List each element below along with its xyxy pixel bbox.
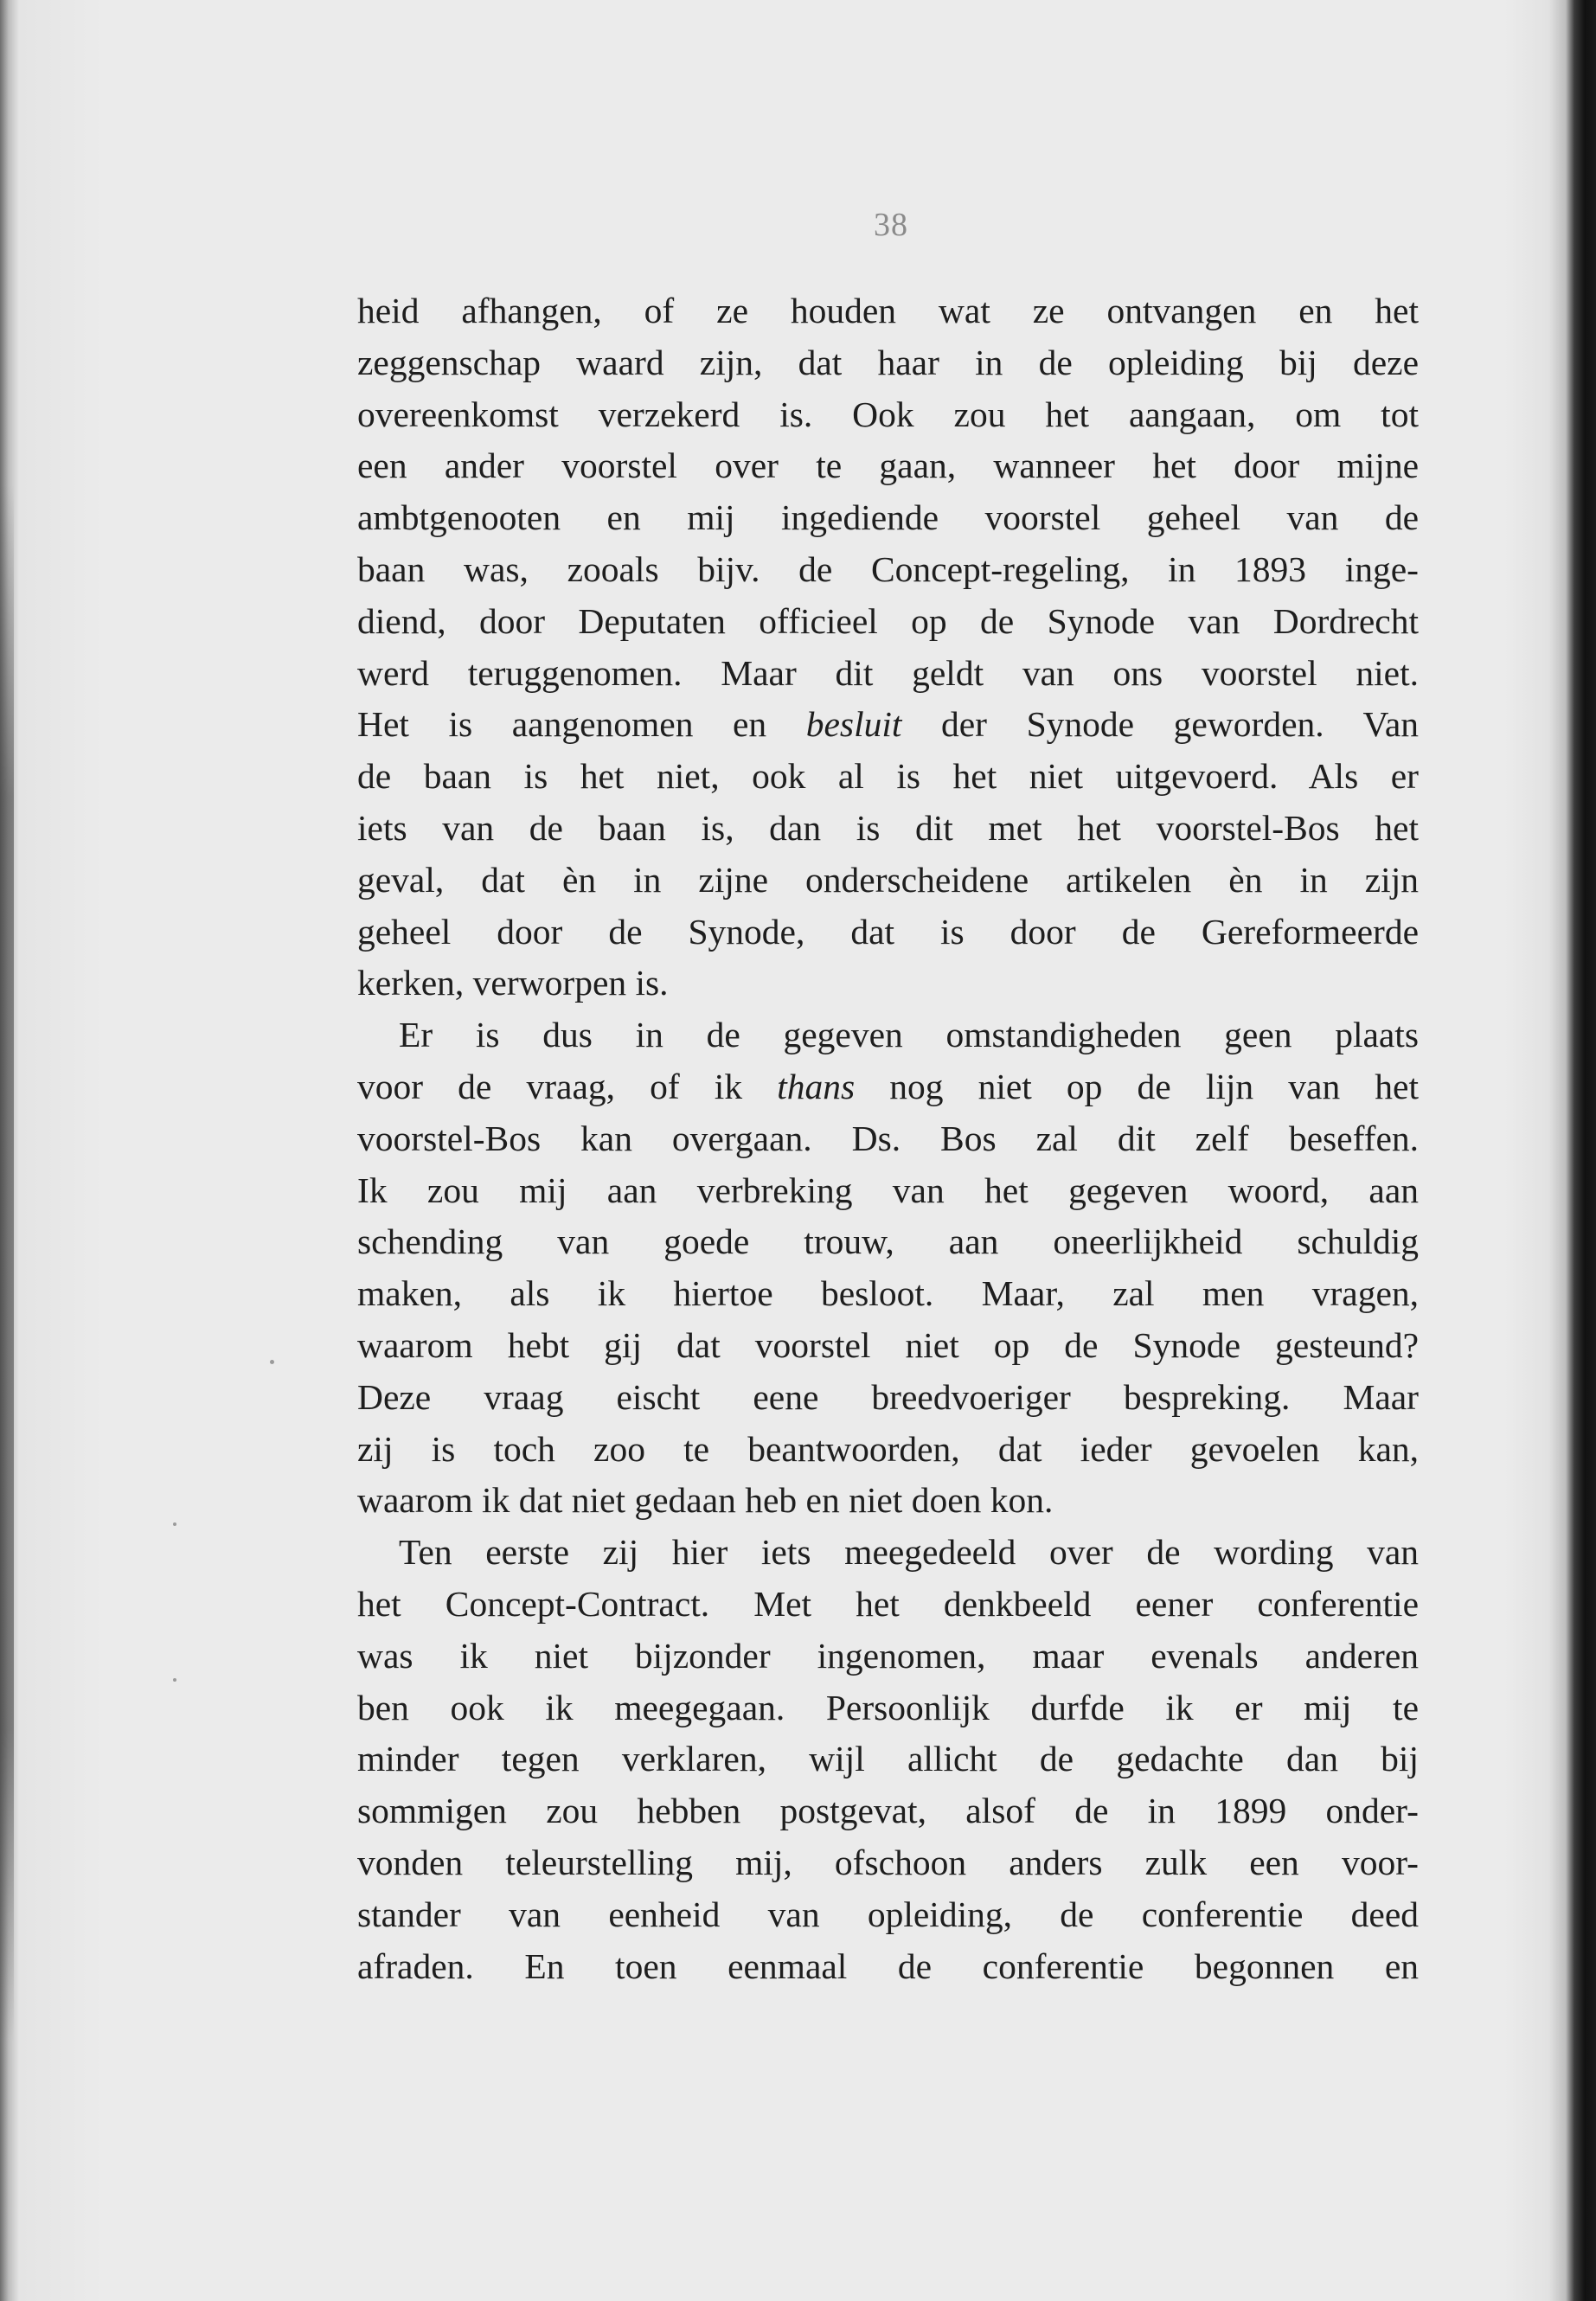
text-line xyxy=(357,855,1419,907)
text-line xyxy=(357,544,1419,596)
text-segment: der Synode geworden. Van xyxy=(901,704,1419,745)
paper-speck xyxy=(173,1678,176,1682)
text-segment: het Concept-Contract. Met het denkbeeld eener conferentie xyxy=(357,1583,1419,1624)
text-segment: schending van goede trouw, aan oneerlijkheid schuldig xyxy=(357,1221,1419,1262)
text-line xyxy=(357,337,1419,389)
text-segment: maken, als ik hiertoe besloot. Maar, zal men vragen, xyxy=(357,1273,1419,1314)
text-line xyxy=(357,1682,1419,1734)
text-segment: nog niet op de lijn van het xyxy=(855,1066,1420,1106)
italic-word: besluit xyxy=(805,704,902,745)
text-segment: Er is dus in de gegeven omstandigheden geen plaats xyxy=(399,1015,1419,1055)
text-line xyxy=(357,1372,1419,1424)
text-line xyxy=(357,751,1419,803)
text-segment: sommigen zou hebben postgevat, alsof de in 1899 onder- xyxy=(357,1791,1419,1831)
text-segment: Ten eerste zij hier iets meegedeeld over de wording van xyxy=(399,1532,1419,1573)
paragraph xyxy=(357,1527,1419,1992)
text-segment: afraden. En toen eenmaal de conferentie begonnen en xyxy=(357,1945,1419,1986)
text-line xyxy=(357,389,1419,441)
text-line xyxy=(357,1165,1419,1217)
text-segment: overeenkomst verzekerd is. Ook zou het aangaan, om tot xyxy=(357,394,1419,434)
paragraph xyxy=(357,1009,1419,1527)
text-segment: ben ook ik meegegaan. Persoonlijk durfde ik er mij te xyxy=(357,1687,1419,1727)
text-segment: diend, door Deputaten officieel op de Synode van Dordrecht xyxy=(357,600,1419,641)
text-line xyxy=(357,958,1419,1009)
text-segment: kerken, verworpen is. xyxy=(357,963,669,1003)
text-line xyxy=(357,1837,1419,1889)
text-line xyxy=(357,440,1419,492)
text-line xyxy=(357,285,1419,337)
text-line xyxy=(357,1268,1419,1320)
body-text xyxy=(357,285,1419,1992)
text-line xyxy=(357,1113,1419,1165)
text-segment: voorstel-Bos kan overgaan. Ds. Bos zal dit zelf beseffen. xyxy=(357,1118,1419,1158)
text-line xyxy=(357,492,1419,544)
italic-word: thans xyxy=(777,1066,856,1106)
text-line xyxy=(357,1424,1419,1476)
text-segment: zeggenschap waard zijn, dat haar in de opleiding bij deze xyxy=(357,342,1419,382)
text-segment: heid afhangen, of ze houden wat ze ontvangen en het xyxy=(357,291,1419,330)
text-line xyxy=(357,907,1419,958)
text-segment: werd teruggenomen. Maar dit geldt van ons voorstel niet. xyxy=(357,652,1419,693)
text-segment: vonden teleurstelling mij, ofschoon anders zulk een voor- xyxy=(357,1842,1419,1882)
text-line xyxy=(357,596,1419,648)
text-segment: baan was, zooals bijv. de Concept-regeling, in 1893 inge- xyxy=(357,548,1419,589)
text-line xyxy=(357,1009,1419,1061)
text-segment: ambtgenooten en mij ingediende voorstel geheel van de xyxy=(357,497,1419,538)
paper-speck xyxy=(270,1360,274,1364)
binding-shadow xyxy=(0,484,14,2041)
text-line xyxy=(357,1320,1419,1372)
text-segment: voor de vraag, of ik xyxy=(357,1066,778,1106)
text-line xyxy=(357,1579,1419,1631)
text-line xyxy=(357,1216,1419,1268)
text-segment: waarom hebt gij dat voorstel niet op de Synode gesteund? xyxy=(357,1324,1419,1365)
paper-speck xyxy=(173,1522,176,1526)
text-line xyxy=(357,1941,1419,1993)
text-line xyxy=(357,803,1419,855)
text-segment: was ik niet bijzonder ingenomen, maar evenals anderen xyxy=(357,1635,1419,1676)
text-segment: de baan is het niet, ook al is het niet uitgevoerd. Als er xyxy=(357,756,1419,797)
text-segment: Ik zou mij aan verbreking van het gegeven woord, aan xyxy=(357,1170,1419,1210)
page-number: 38 xyxy=(874,207,908,243)
text-segment: geheel door de Synode, dat is door de Gereformeerde xyxy=(357,911,1419,952)
text-segment: geval, dat èn in zijne onderscheidene artikelen èn in zijn xyxy=(357,859,1419,900)
text-line xyxy=(357,1734,1419,1785)
text-segment: minder tegen verklaren, wijl allicht de gedachte dan bij xyxy=(357,1739,1419,1779)
text-segment: Het is aangenomen en xyxy=(357,704,806,745)
text-line xyxy=(357,1785,1419,1837)
text-segment: stander van eenheid van opleiding, de conferentie deed xyxy=(357,1894,1419,1934)
text-segment: zij is toch zoo te beantwoorden, dat ieder gevoelen kan, xyxy=(357,1428,1419,1469)
text-line xyxy=(357,648,1419,700)
text-line xyxy=(357,1889,1419,1941)
text-segment: Deze vraag eischt eene breedvoeriger bespreking. Maar xyxy=(357,1376,1419,1417)
text-segment: waarom ik dat niet gedaan heb en niet doen kon. xyxy=(357,1480,1054,1521)
text-line xyxy=(357,699,1419,751)
text-line xyxy=(357,1061,1419,1113)
paragraph xyxy=(357,285,1419,1009)
text-line xyxy=(357,1475,1419,1527)
text-segment: iets van de baan is, dan is dit met het voorstel-Bos het xyxy=(357,807,1419,848)
text-line xyxy=(357,1631,1419,1682)
text-segment: een ander voorstel over te gaan, wanneer het door mijne xyxy=(357,445,1419,486)
text-line xyxy=(357,1527,1419,1579)
